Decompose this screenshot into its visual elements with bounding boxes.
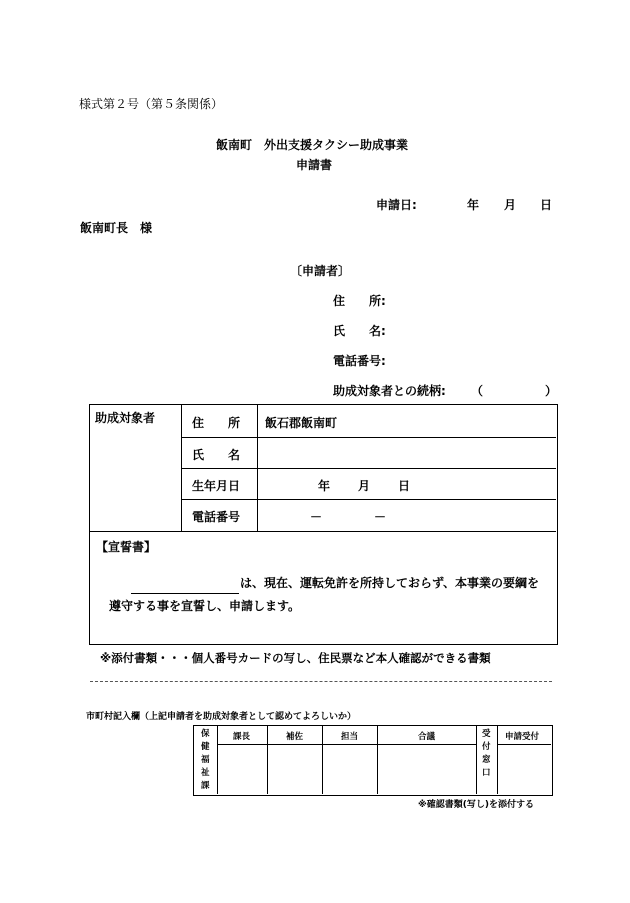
dept-char-5: 課 <box>201 781 210 791</box>
addressee: 飯南町長 様 <box>80 221 153 235</box>
window-char-1: 受 <box>482 729 491 739</box>
form-title: 飯南町 外出支援タクシー助成事業 <box>216 138 409 152</box>
municipal-heading: 市町村記入欄（上記申請者を助成対象者として認めてよろしいか） <box>86 712 357 722</box>
date-month[interactable]: 月 <box>504 198 517 212</box>
col-assistant: 補佐 <box>286 732 304 742</box>
dept-char-2: 健 <box>201 742 210 752</box>
subject-heading: 助成対象者 <box>95 411 156 425</box>
dept-char-4: 祉 <box>201 768 210 778</box>
applicant-heading: 〔申請者〕 <box>290 264 351 278</box>
dob-month[interactable]: 月 <box>358 479 371 493</box>
form-number: 様式第２号（第５条関係） <box>79 97 224 111</box>
window-char-4: 口 <box>482 768 491 778</box>
form-subtitle: 申請書 <box>296 158 333 172</box>
applicant-name-field[interactable]: 氏 名: <box>333 324 386 338</box>
applicant-address-field[interactable]: 住 所: <box>333 294 386 308</box>
stamp-cell-consultation[interactable] <box>379 746 474 792</box>
date-year[interactable]: 年 <box>467 198 480 212</box>
dept-char-3: 福 <box>201 755 210 765</box>
applicant-phone-field[interactable]: 電話番号: <box>333 354 386 368</box>
phone-separator-2: － <box>374 510 387 524</box>
declaration-line2: 遵守する事を宣誓し、申請します。 <box>109 599 301 613</box>
date-day[interactable]: 日 <box>540 198 553 212</box>
attachments-note: ※添付書類・・・個人番号カードの写し、住民票など本人確認ができる書類 <box>100 651 491 665</box>
declaration-heading: 【宣誓書】 <box>96 540 157 554</box>
subject-address-value[interactable]: 飯石郡飯南町 <box>265 416 338 430</box>
applicant-relation-field[interactable]: 助成対象者との続柄: <box>333 384 446 398</box>
relation-close-paren: ） <box>545 384 558 398</box>
col-in-charge: 担当 <box>341 732 359 742</box>
subject-address-label: 住 所 <box>192 416 241 430</box>
stamp-cell-chief[interactable] <box>219 746 265 792</box>
declaration-line1: は、現在、運転免許を所持しておらず、本事業の要綱を <box>240 576 540 590</box>
stamp-cell-assistant[interactable] <box>269 746 320 792</box>
window-char-2: 付 <box>482 742 491 752</box>
phone-separator-1: － <box>310 510 323 524</box>
declarant-name-blank[interactable] <box>131 575 239 594</box>
stamp-cell-in-charge[interactable] <box>324 746 375 792</box>
subject-name-input[interactable] <box>260 440 552 465</box>
col-application-receipt: 申請受付 <box>505 732 540 742</box>
subject-phone-label: 電話番号 <box>192 510 241 524</box>
dob-day[interactable]: 日 <box>398 479 411 493</box>
stamp-cell-receipt[interactable] <box>499 746 549 792</box>
window-char-3: 窓 <box>482 755 491 765</box>
dept-char-1: 保 <box>201 729 210 739</box>
col-section-chief: 課長 <box>233 732 251 742</box>
subject-name-label: 氏 名 <box>192 448 241 462</box>
confirm-note: ※確認書類(写し)を添付する <box>418 800 534 810</box>
col-consultation: 合議 <box>418 732 436 742</box>
relation-open-paren: （ <box>471 384 484 398</box>
dob-year[interactable]: 年 <box>318 479 331 493</box>
cut-line <box>90 681 552 682</box>
date-label: 申請日: <box>376 198 417 212</box>
subject-dob-label: 生年月日 <box>192 479 241 493</box>
